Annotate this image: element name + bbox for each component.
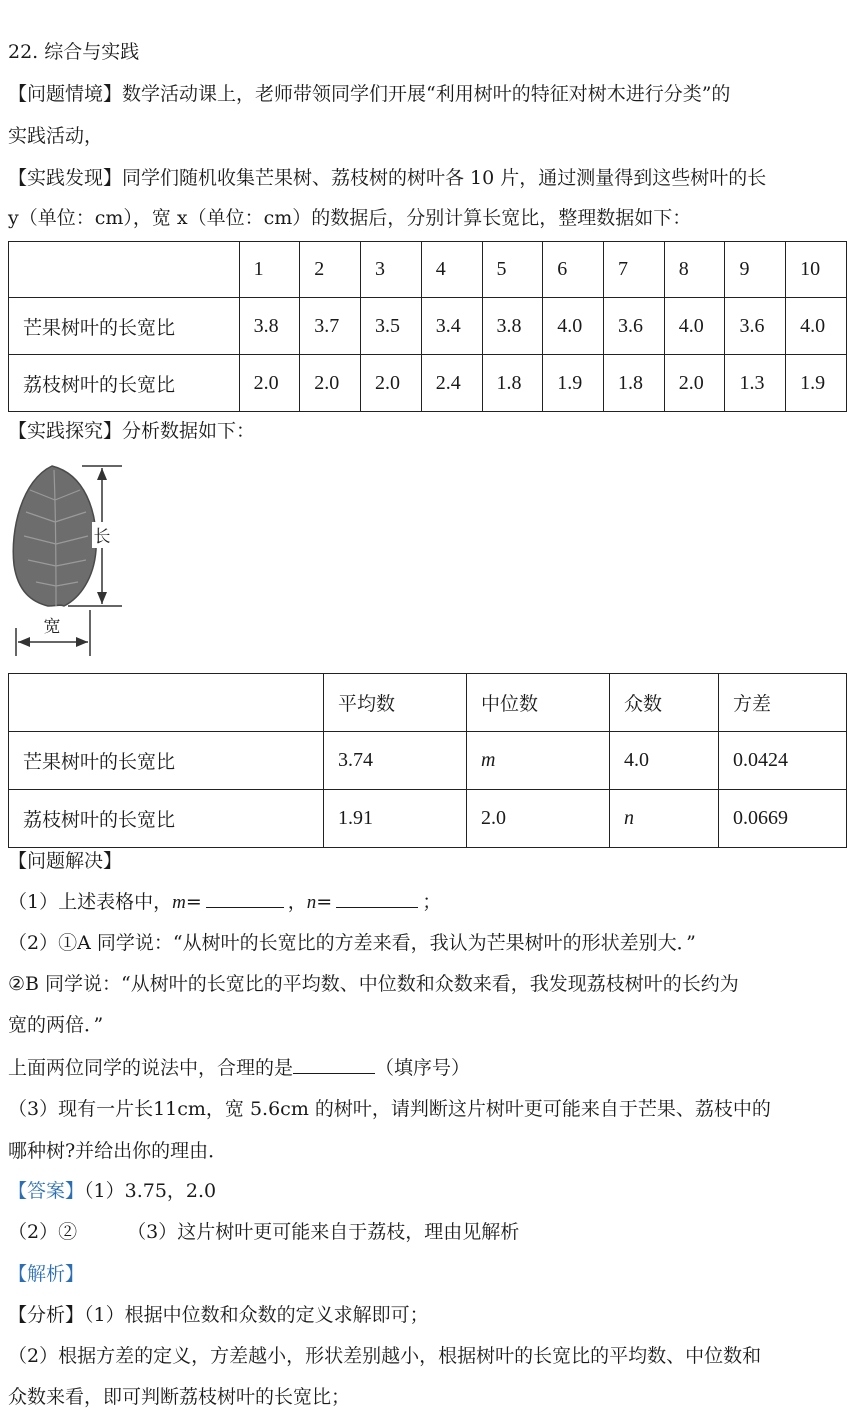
table1-header-9: 9	[725, 242, 786, 298]
table-cell: 2.0	[300, 355, 361, 412]
leaf-diagram	[8, 460, 128, 660]
fenxi-line-3: 众数来看，即可判断荔枝树叶的长宽比；	[8, 1386, 351, 1408]
fenxi-line-1	[8, 1303, 429, 1327]
table-row	[9, 732, 847, 790]
q1-line	[8, 889, 441, 915]
answer-2-prefix: （2）	[8, 1221, 59, 1243]
table2-header-mode: 众数	[610, 674, 719, 732]
row-label-mango: 芒果树叶的长宽比	[9, 298, 240, 355]
answer-2: ②	[58, 1221, 78, 1243]
answer-tag: 【答案】	[8, 1180, 85, 1202]
table1-header-3: 3	[361, 242, 422, 298]
table1-header-1: 1	[239, 242, 300, 298]
table-cell: 1.9	[786, 355, 847, 412]
table2-header-mean: 平均数	[324, 674, 467, 732]
fenxi-line-2: （2）根据方差的定义，方差越小，形状差别越小，根据树叶的长宽比的平均数、中位数和	[8, 1345, 762, 1367]
eq-sign: =	[316, 891, 333, 913]
table1-header-6: 6	[543, 242, 604, 298]
solve-heading: 【问题解决】	[8, 850, 123, 872]
q1-end: ；	[422, 891, 442, 913]
table-cell: 3.6	[603, 298, 664, 355]
table2-header-median: 中位数	[467, 674, 610, 732]
analysis-tag: 【解析】	[8, 1263, 85, 1285]
length-label: 长	[93, 527, 111, 547]
row-label-lychee: 荔枝树叶的长宽比	[9, 790, 324, 848]
table1-header-4: 4	[421, 242, 482, 298]
q2-line-1: （2）①A 同学说：“从树叶的长宽比的方差来看，我认为芒果树叶的形状差别大．”	[8, 932, 696, 954]
table-cell: 1.8	[603, 355, 664, 412]
row-label-lychee: 荔枝树叶的长宽比	[9, 355, 240, 412]
table-cell: 2.0	[239, 355, 300, 412]
answer-line-2	[8, 1220, 519, 1244]
explore-heading: 【实践探究】分析数据如下：	[8, 420, 256, 442]
answer-3: （3）这片树叶更可能来自于荔枝，理由见解析	[127, 1221, 520, 1243]
discovery-line-1: 【实践发现】同学们随机收集芒果树、荔枝树的树叶各 10 片，通过测量得到这些树叶的长	[8, 167, 767, 189]
width-label: 宽	[43, 617, 61, 637]
q3-line-1: （3）现有一片长11cm，宽 5.6cm 的树叶，请判断这片树叶更可能来自于芒果、荔枝中的	[8, 1098, 771, 1120]
table-cell: 3.7	[300, 298, 361, 355]
table2-header-blank	[9, 674, 324, 732]
table1-header-2: 2	[300, 242, 361, 298]
ratio-data-table	[8, 241, 847, 412]
table-cell: n	[610, 790, 719, 848]
q2-prefix: 上面两位同学的说法中，合理的是	[8, 1057, 294, 1079]
situation-line-2: 实践活动，	[8, 125, 104, 147]
question-title: 22. 综合与实践	[8, 41, 140, 63]
var-n: n	[306, 892, 317, 913]
table-cell: 4.0	[664, 298, 725, 355]
m-answer-blank[interactable]	[206, 889, 284, 908]
table1-header-blank	[9, 242, 240, 298]
row-label-mango: 芒果树叶的长宽比	[9, 732, 324, 790]
table-row	[9, 298, 847, 355]
table-cell: 2.0	[664, 355, 725, 412]
q2-answer-blank[interactable]	[293, 1055, 375, 1074]
q2-line-4	[8, 1055, 470, 1080]
q1-comma: ，	[287, 891, 307, 913]
table1-header-8: 8	[664, 242, 725, 298]
table-cell: 1.8	[482, 355, 543, 412]
q2-line-2: ②B 同学说：“从树叶的长宽比的平均数、中位数和众数来看，我发现荔枝树叶的长约为	[8, 973, 739, 995]
n-answer-blank[interactable]	[336, 889, 418, 908]
table2-header-variance: 方差	[719, 674, 847, 732]
table-cell: 3.8	[239, 298, 300, 355]
table-row	[9, 355, 847, 412]
table1-header-7: 7	[603, 242, 664, 298]
table-row	[9, 790, 847, 848]
fenxi-1: （1）根据中位数和众数的定义求解即可；	[84, 1304, 429, 1326]
q1-prefix: （1）上述表格中，	[8, 891, 173, 913]
answer-line	[8, 1179, 216, 1203]
var-m: m	[172, 892, 186, 913]
fenxi-tag: 【分析】	[8, 1304, 85, 1326]
table-cell: 4.0	[543, 298, 604, 355]
table-cell: m	[467, 732, 610, 790]
table-cell: 4.0	[610, 732, 719, 790]
table-cell: 3.6	[725, 298, 786, 355]
table1-header-10: 10	[786, 242, 847, 298]
answer-1: （1）3.75，2.0	[84, 1180, 217, 1202]
table-cell: 2.4	[421, 355, 482, 412]
table-cell: 1.91	[324, 790, 467, 848]
table-cell: 2.0	[361, 355, 422, 412]
table-cell: 0.0669	[719, 790, 847, 848]
table-cell: 1.9	[543, 355, 604, 412]
table-cell: 3.5	[361, 298, 422, 355]
table-cell: 4.0	[786, 298, 847, 355]
table-cell: 3.74	[324, 732, 467, 790]
q2-suffix: （填序号）	[375, 1057, 471, 1079]
table-cell: 1.3	[725, 355, 786, 412]
situation-line-1: 【问题情境】数学活动课上，老师带领同学们开展“利用树叶的特征对树木进行分类”的	[8, 83, 731, 105]
q3-line-2: 哪种树?并给出你的理由．	[8, 1140, 228, 1162]
eq-sign: =	[185, 891, 202, 913]
table-cell: 2.0	[467, 790, 610, 848]
table-cell: 3.4	[421, 298, 482, 355]
table1-header-5: 5	[482, 242, 543, 298]
statistics-table	[8, 673, 847, 848]
q2-line-3: 宽的两倍．”	[8, 1014, 104, 1036]
table-cell: 3.8	[482, 298, 543, 355]
discovery-line-2: y（单位：cm），宽 x（单位：cm）的数据后，分别计算长宽比，整理数据如下：	[8, 207, 692, 229]
table-cell: 0.0424	[719, 732, 847, 790]
